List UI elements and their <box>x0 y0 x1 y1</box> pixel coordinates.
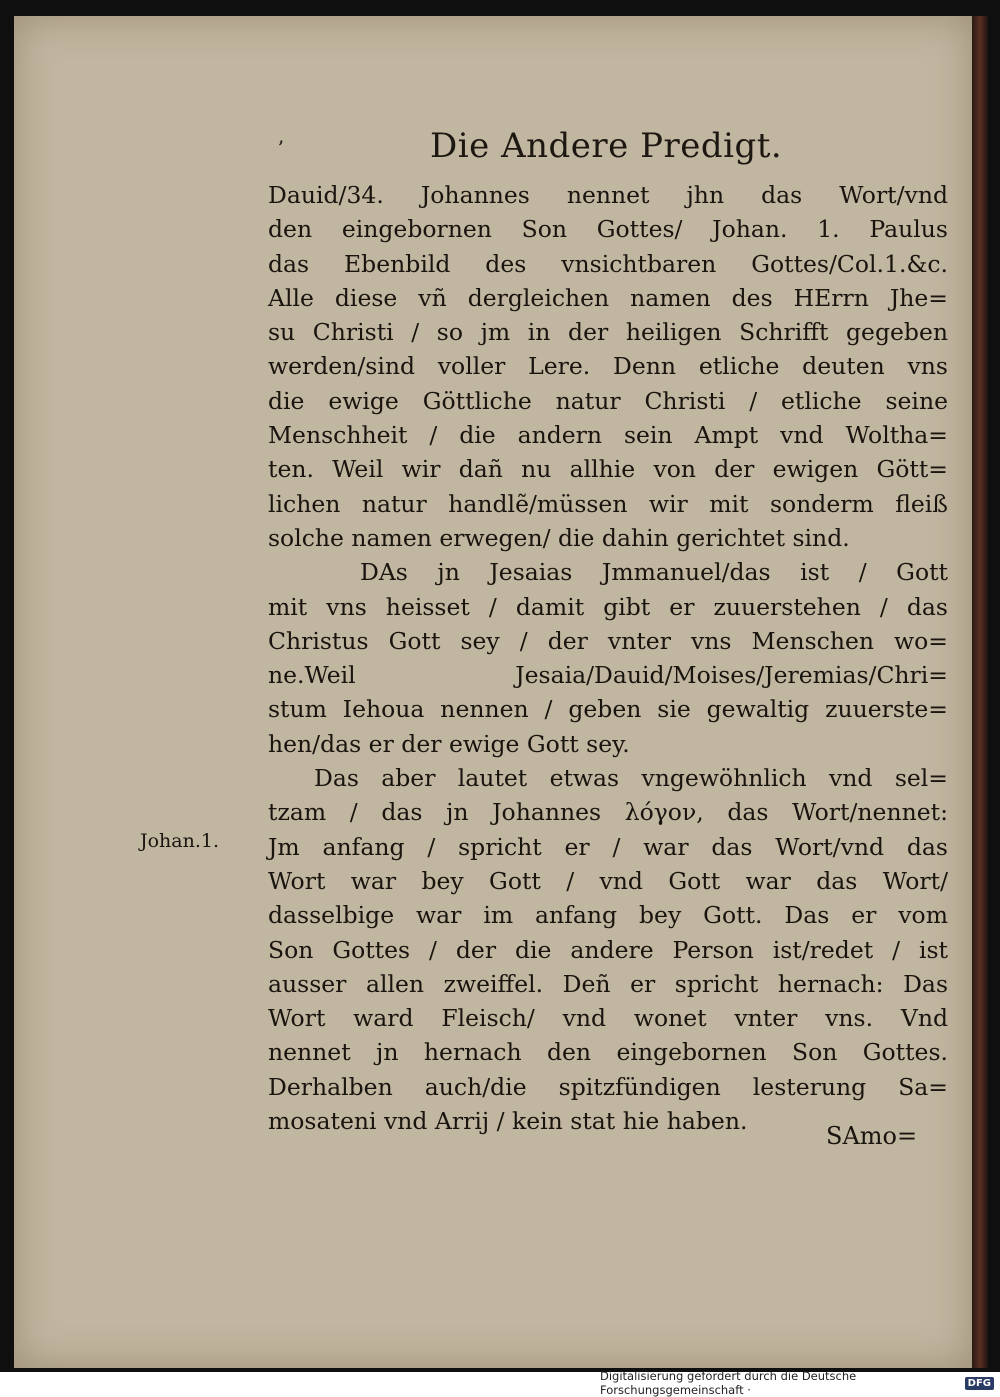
text-line: Jm anfang / spricht er / war das Wort/vnd das <box>268 832 948 861</box>
text-line: hen/das er der ewige Gott sey. <box>268 729 630 758</box>
margin-note: Johan.1. <box>140 830 220 852</box>
text-line: mosateni vnd Arrij / kein stat hie haben. <box>268 1107 748 1136</box>
text-line: solche namen erwegen/ die dahin gerichtet sind. <box>268 523 850 552</box>
text-line: DAs jn Jesaias Jmmanuel/das ist / Gott <box>360 558 948 587</box>
text-line: stum Iehoua nennen / geben sie gewaltig zuuerste= <box>268 695 948 724</box>
text-line: das Ebenbild des vnsichtbaren Gottes/Col.1.&c. <box>268 249 948 278</box>
digitization-footer <box>600 1369 994 1397</box>
text-line: tzam / das jn Johannes λόγον, das Wort/nennet: <box>268 798 948 827</box>
text-line: Wort war bey Gott / vnd Gott war das Wort/ <box>268 866 948 895</box>
text-line: Dauid/34. Johannes nennet jhn das Wort/vnd <box>268 181 948 209</box>
text-line: Derhalben auch/die spitzfündigen lesterung Sa= <box>268 1072 948 1101</box>
text-line: Wort ward Fleisch/ vnd wonet vnter vns. Vnd <box>268 1004 948 1033</box>
text-line: Das aber lautet etwas vngewöhnlich vnd sel= <box>314 764 948 793</box>
text-line: Menschheit / die andern sein Ampt vnd Woltha= <box>268 421 948 450</box>
catchword: SAmo= <box>826 1122 918 1150</box>
text-line: ne.Weil Jesaia/Dauid/Moises/Jeremias/Chri= <box>268 661 948 690</box>
text-line: Christus Gott sey / der vnter vns Menschen wo= <box>268 626 948 655</box>
dfg-logo: DFG <box>965 1377 994 1390</box>
text-line: lichen natur handlẽ/müssen wir mit sonderm fleiß <box>268 489 948 518</box>
footer-text: Digitalisierung gefördert durch die Deutsche Forschungsgemeinschaft · <box>600 1369 857 1397</box>
tick-mark: ʼ <box>277 136 284 160</box>
body-text <box>268 178 948 1138</box>
text-line: nennet jn hernach den eingebornen Son Gottes. <box>268 1038 948 1067</box>
text-line: den eingebornen Son Gottes/ Johan. 1. Paulus <box>268 215 948 244</box>
page-header: Die Andere Predigt. <box>430 126 783 166</box>
text-line: Alle diese vñ dergleichen namen des HErrn Jhe= <box>268 283 948 312</box>
book-edge <box>972 16 988 1368</box>
text-line: die ewige Göttliche natur Christi / etliche seine <box>268 386 948 415</box>
text-line: werden/sind voller Lere. Denn etliche deuten vns <box>268 352 948 381</box>
text-line: Son Gottes / der die andere Person ist/redet / ist <box>268 935 948 964</box>
text-line: ten. Weil wir dañ nu allhie von der ewigen Gött= <box>268 455 948 484</box>
text-line: dasselbige war im anfang bey Gott. Das er vom <box>268 901 948 930</box>
text-line: mit vns heisset / damit gibt er zuuerstehen / das <box>268 592 948 621</box>
text-line: ausser allen zweiffel. Deñ er spricht hernach: Das <box>268 969 948 998</box>
text-line: su Christi / so jm in der heiligen Schrifft gegeben <box>268 318 948 347</box>
